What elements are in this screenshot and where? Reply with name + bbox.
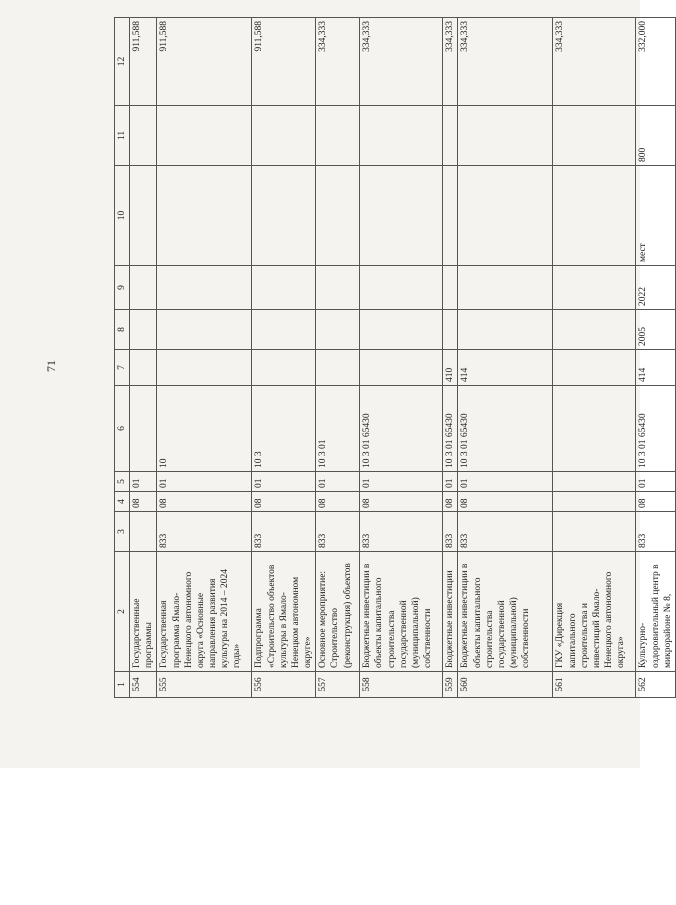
cell-amount: 334,333 xyxy=(443,18,458,106)
column-number-header xyxy=(115,18,130,698)
cell-subsection: 01 xyxy=(360,472,443,492)
header-cell: 8 xyxy=(115,310,130,350)
cell-col-9 xyxy=(553,266,636,310)
header-cell: 7 xyxy=(115,350,130,386)
cell-col-8 xyxy=(458,310,553,350)
table-row xyxy=(360,18,443,698)
table-row xyxy=(458,18,553,698)
budget-table xyxy=(114,17,676,698)
cell-col-11 xyxy=(553,106,636,166)
cell-expense-type xyxy=(360,350,443,386)
row-number: 555 xyxy=(157,672,252,698)
cell-amount: 334,333 xyxy=(553,18,636,106)
cell-expense-type: 414 xyxy=(636,350,675,386)
row-name: Бюджетные инвестиции xyxy=(443,552,458,672)
cell-col-11 xyxy=(316,106,360,166)
cell-ministry xyxy=(553,512,636,552)
cell-target-article xyxy=(553,386,636,472)
cell-col-8 xyxy=(360,310,443,350)
cell-section: 08 xyxy=(316,492,360,512)
cell-col-10 xyxy=(553,166,636,266)
header-cell: 12 xyxy=(115,18,130,106)
cell-col-9: 2022 xyxy=(636,266,675,310)
cell-ministry: 833 xyxy=(443,512,458,552)
cell-ministry: 833 xyxy=(157,512,252,552)
cell-col-9 xyxy=(130,266,157,310)
budget-table-frame xyxy=(114,18,673,698)
header-cell: 11 xyxy=(115,106,130,166)
cell-ministry: 833 xyxy=(360,512,443,552)
row-name: Государственные программы xyxy=(130,552,157,672)
cell-col-10 xyxy=(316,166,360,266)
cell-section: 08 xyxy=(157,492,252,512)
row-number: 562 xyxy=(636,672,675,698)
cell-amount: 911,588 xyxy=(157,18,252,106)
row-name: Бюджетные инвестиции в объекты капитального строительства государственной (муниципальной) собственности xyxy=(360,552,443,672)
row-name: Государственная программа Ямало-Ненецкого автономного округа «Основные направления развития культуры на 2014 – 2024 годы» xyxy=(157,552,252,672)
cell-expense-type xyxy=(553,350,636,386)
row-name: ГКУ «Дирекция капитального строительства и инвестиций Ямало-Ненецкого автономного округа» xyxy=(553,552,636,672)
cell-col-11 xyxy=(443,106,458,166)
cell-subsection: 01 xyxy=(636,472,675,492)
cell-target-article: 10 3 01 65430 xyxy=(636,386,675,472)
cell-section: 08 xyxy=(458,492,553,512)
cell-col-10 xyxy=(130,166,157,266)
row-number: 561 xyxy=(553,672,636,698)
cell-expense-type xyxy=(130,350,157,386)
cell-col-10 xyxy=(360,166,443,266)
cell-ministry: 833 xyxy=(458,512,553,552)
table-row xyxy=(553,18,636,698)
cell-amount: 334,333 xyxy=(458,18,553,106)
cell-section: 08 xyxy=(252,492,316,512)
row-name: Подпрограмма «Строительство объектов культуры в Ямало-Ненецком автономном округе» xyxy=(252,552,316,672)
cell-target-article xyxy=(130,386,157,472)
cell-col-8 xyxy=(130,310,157,350)
cell-section xyxy=(553,492,636,512)
cell-col-11 xyxy=(252,106,316,166)
cell-col-10 xyxy=(443,166,458,266)
row-name: Основное мероприятие: Строительство (реконструкция) объектов xyxy=(316,552,360,672)
cell-amount: 334,333 xyxy=(360,18,443,106)
header-cell: 1 xyxy=(115,672,130,698)
header-cell: 4 xyxy=(115,492,130,512)
cell-expense-type: 410 xyxy=(443,350,458,386)
cell-col-11 xyxy=(360,106,443,166)
header-cell: 3 xyxy=(115,512,130,552)
cell-amount: 911,588 xyxy=(252,18,316,106)
header-cell: 2 xyxy=(115,552,130,672)
row-name: Бюджетные инвестиции в объекты капитального строительства государственной (муниципальной) собственности xyxy=(458,552,553,672)
cell-col-9 xyxy=(316,266,360,310)
cell-col-8 xyxy=(252,310,316,350)
cell-col-9 xyxy=(360,266,443,310)
cell-col-10: мест xyxy=(636,166,675,266)
cell-expense-type xyxy=(252,350,316,386)
cell-col-8 xyxy=(316,310,360,350)
cell-col-8 xyxy=(443,310,458,350)
cell-col-9 xyxy=(458,266,553,310)
cell-col-8: 2005 xyxy=(636,310,675,350)
cell-ministry: 833 xyxy=(636,512,675,552)
table-row xyxy=(130,18,157,698)
cell-col-11: 800 xyxy=(636,106,675,166)
table-row xyxy=(252,18,316,698)
cell-target-article: 10 3 01 xyxy=(316,386,360,472)
row-number: 556 xyxy=(252,672,316,698)
cell-target-article: 10 3 01 65430 xyxy=(360,386,443,472)
cell-col-10 xyxy=(157,166,252,266)
cell-col-8 xyxy=(157,310,252,350)
cell-target-article: 10 xyxy=(157,386,252,472)
header-cell: 10 xyxy=(115,166,130,266)
cell-col-9 xyxy=(157,266,252,310)
cell-subsection: 01 xyxy=(157,472,252,492)
cell-col-10 xyxy=(252,166,316,266)
header-cell: 6 xyxy=(115,386,130,472)
row-number: 559 xyxy=(443,672,458,698)
cell-target-article: 10 3 xyxy=(252,386,316,472)
cell-col-11 xyxy=(130,106,157,166)
cell-amount: 911,588 xyxy=(130,18,157,106)
cell-subsection: 01 xyxy=(443,472,458,492)
cell-expense-type: 414 xyxy=(458,350,553,386)
cell-subsection xyxy=(553,472,636,492)
cell-ministry: 833 xyxy=(316,512,360,552)
cell-expense-type xyxy=(316,350,360,386)
cell-col-10 xyxy=(458,166,553,266)
cell-section: 08 xyxy=(130,492,157,512)
cell-subsection: 01 xyxy=(316,472,360,492)
table-row xyxy=(157,18,252,698)
cell-col-11 xyxy=(157,106,252,166)
cell-target-article: 10 3 01 65430 xyxy=(443,386,458,472)
table-row xyxy=(443,18,458,698)
cell-section: 08 xyxy=(360,492,443,512)
table-row xyxy=(636,18,675,698)
cell-amount: 332,000 xyxy=(636,18,675,106)
row-number: 554 xyxy=(130,672,157,698)
cell-section: 08 xyxy=(636,492,675,512)
header-cell: 9 xyxy=(115,266,130,310)
cell-subsection: 01 xyxy=(252,472,316,492)
table-row xyxy=(316,18,360,698)
cell-target-article: 10 3 01 65430 xyxy=(458,386,553,472)
page-number: 71 xyxy=(44,360,58,372)
cell-expense-type xyxy=(157,350,252,386)
row-number: 558 xyxy=(360,672,443,698)
cell-ministry xyxy=(130,512,157,552)
cell-subsection: 01 xyxy=(458,472,553,492)
row-number: 557 xyxy=(316,672,360,698)
header-cell: 5 xyxy=(115,472,130,492)
row-name: Культурно-оздоровительный центр в микрорайоне № 8, xyxy=(636,552,675,672)
cell-col-9 xyxy=(252,266,316,310)
row-number: 560 xyxy=(458,672,553,698)
cell-section: 08 xyxy=(443,492,458,512)
cell-col-9 xyxy=(443,266,458,310)
cell-col-11 xyxy=(458,106,553,166)
cell-col-8 xyxy=(553,310,636,350)
cell-subsection: 01 xyxy=(130,472,157,492)
cell-amount: 334,333 xyxy=(316,18,360,106)
cell-ministry: 833 xyxy=(252,512,316,552)
